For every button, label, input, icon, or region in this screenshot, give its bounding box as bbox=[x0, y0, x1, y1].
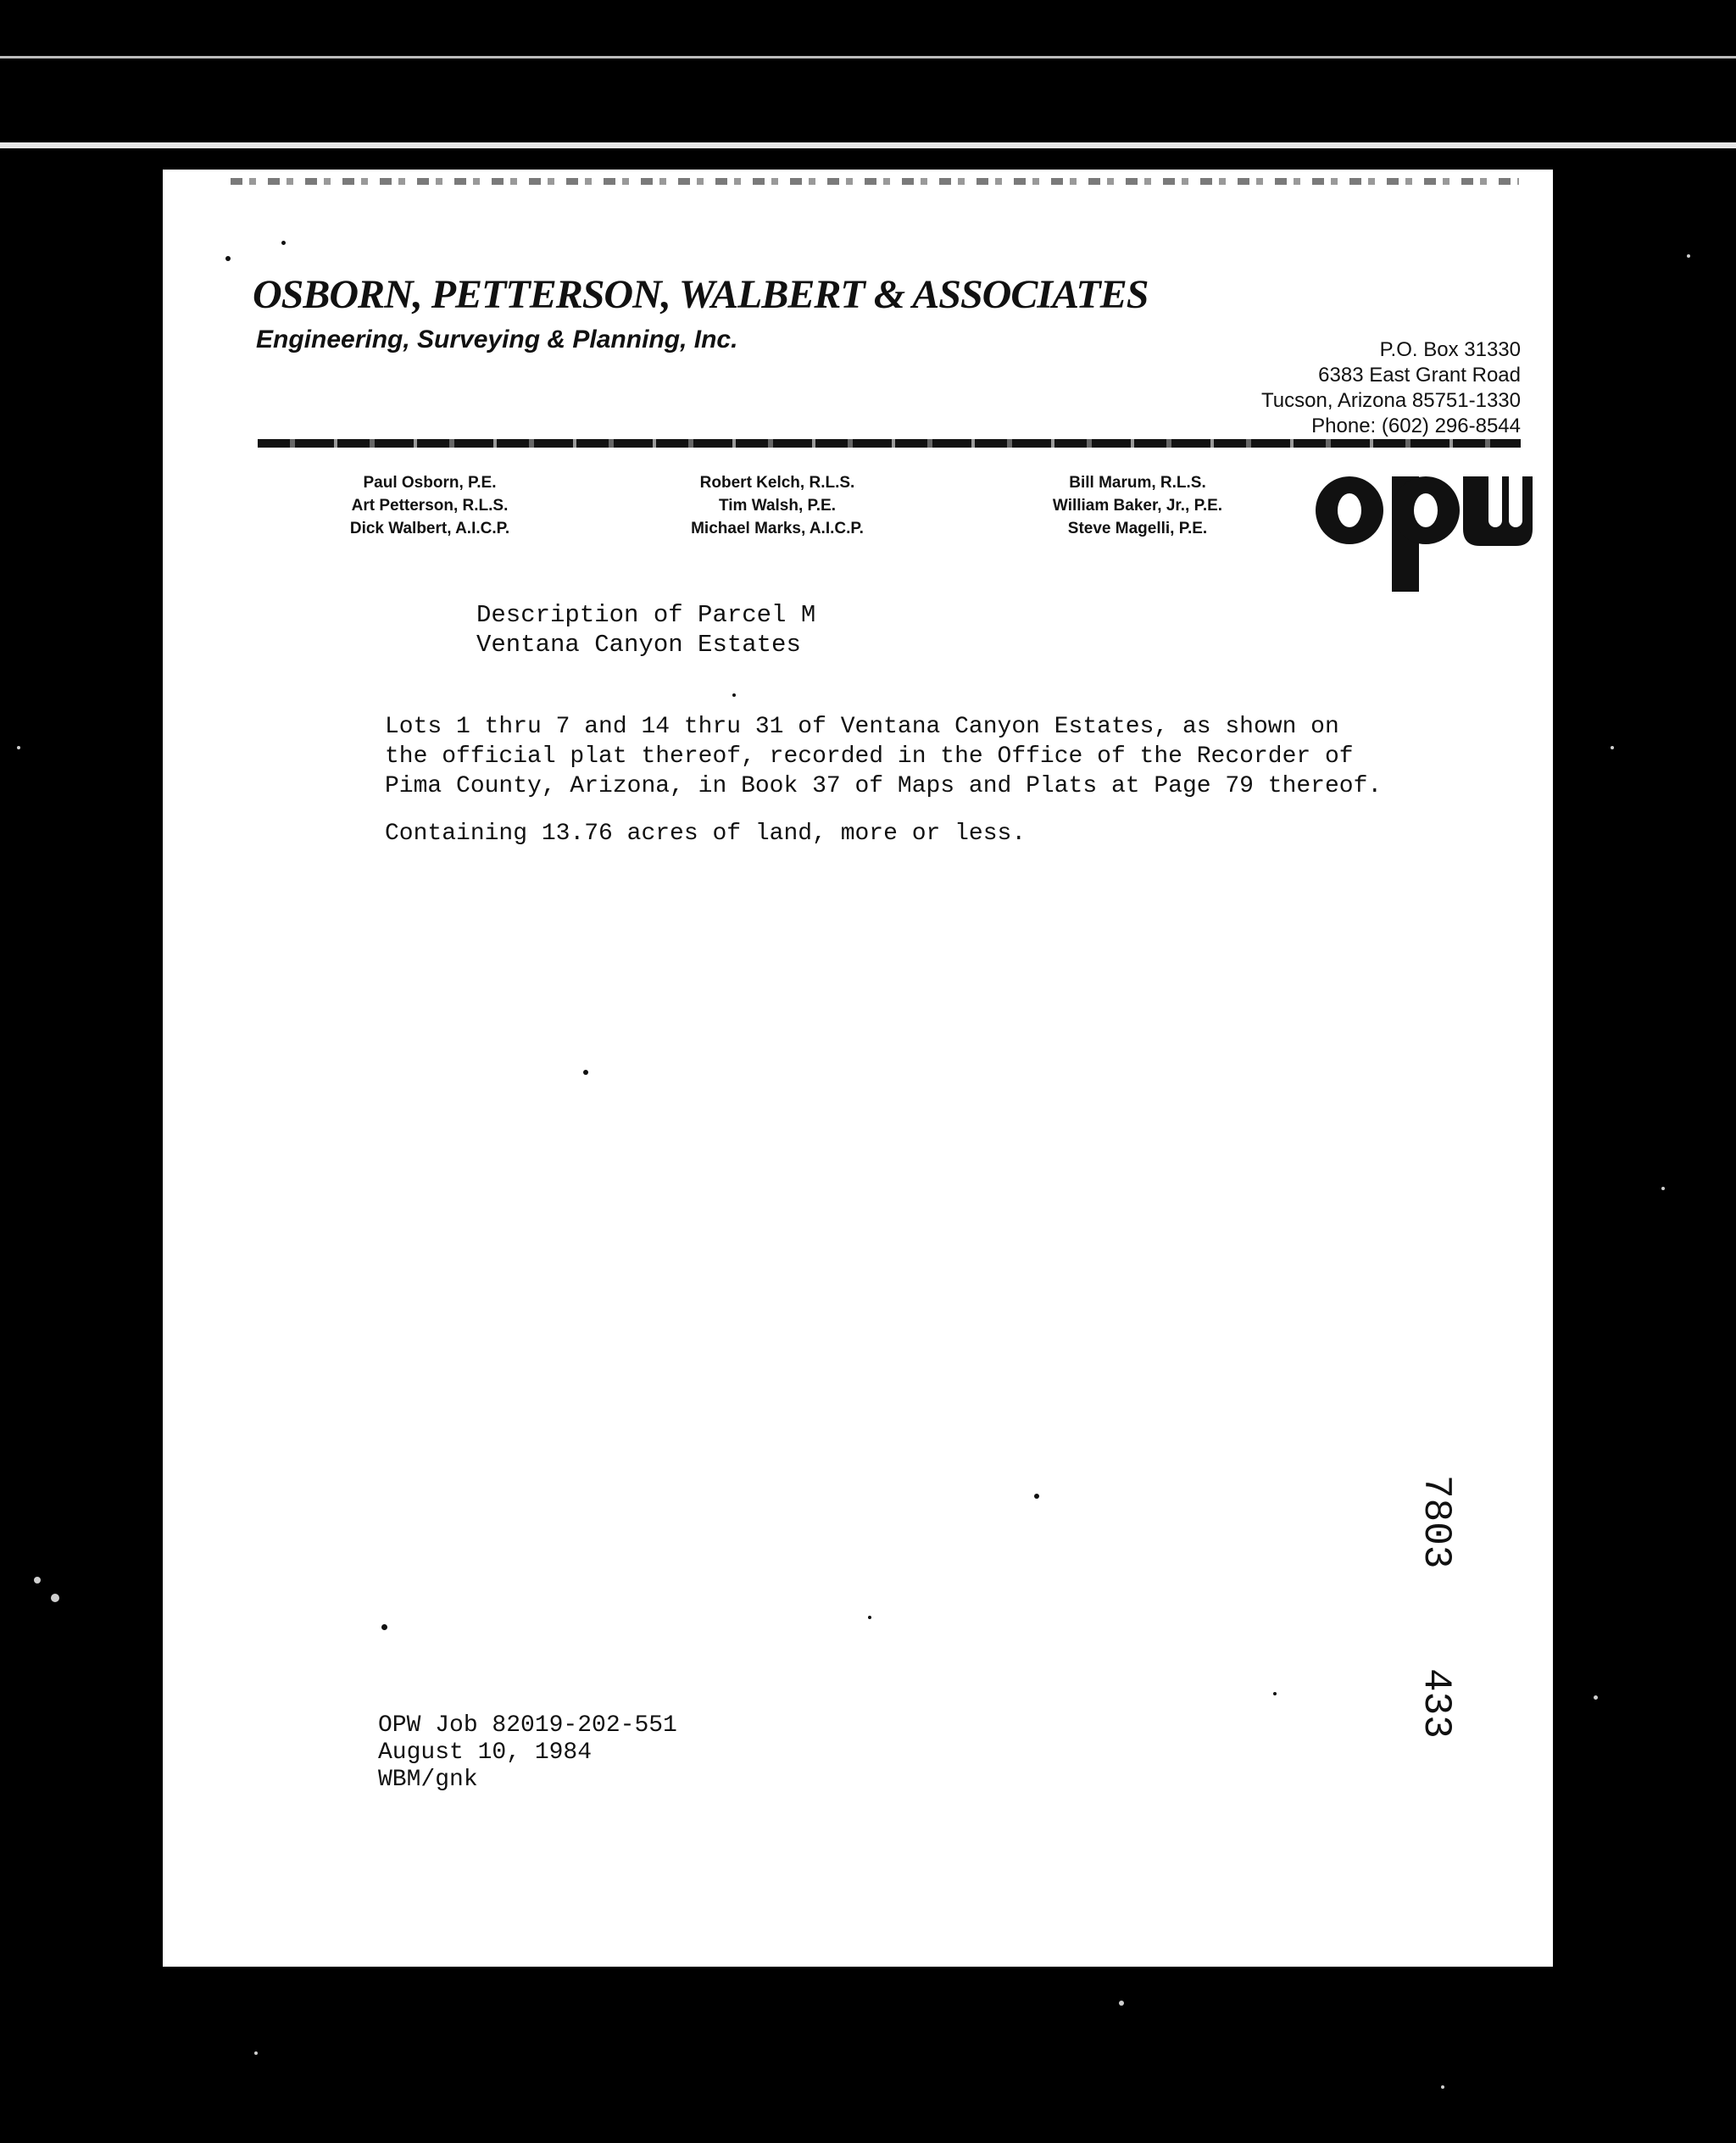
title-line: Description of Parcel M bbox=[476, 601, 816, 629]
scan-dot bbox=[1273, 1692, 1277, 1695]
scan-speck bbox=[254, 2051, 258, 2055]
staff-column-1 bbox=[290, 471, 570, 540]
scan-dot bbox=[868, 1616, 871, 1619]
title-line: Ventana Canyon Estates bbox=[476, 631, 801, 659]
firm-subtitle: Engineering, Surveying & Planning, Inc. bbox=[256, 326, 738, 353]
scan-speck bbox=[1661, 1187, 1665, 1190]
scan-dot bbox=[1034, 1494, 1039, 1499]
scan-speck bbox=[1687, 254, 1690, 258]
document-date: August 10, 1984 bbox=[378, 1739, 593, 1766]
scan-speck bbox=[17, 746, 20, 749]
description-line: Pima County, Arizona, in Book 37 of Maps and Plats at Page 79 thereof. bbox=[385, 773, 1383, 799]
opw-logo bbox=[1314, 466, 1534, 598]
document-title bbox=[163, 600, 1553, 660]
staff-name: Art Petterson, R.L.S. bbox=[351, 497, 509, 515]
description-line: Lots 1 thru 7 and 14 thru 31 of Ventana Canyon Estates, as shown on bbox=[385, 714, 1339, 740]
stamp-page-number: 433 bbox=[1414, 1668, 1458, 1739]
scan-dot bbox=[225, 256, 231, 261]
scan-smudge bbox=[231, 178, 1519, 185]
scan-speck bbox=[34, 1577, 41, 1584]
document-footer bbox=[378, 1712, 677, 1794]
acreage-statement: Containing 13.76 acres of land, more or less. bbox=[385, 821, 1027, 847]
staff-column-3 bbox=[985, 471, 1290, 540]
staff-name: Paul Osborn, P.E. bbox=[363, 474, 497, 492]
scan-speck bbox=[1441, 2085, 1444, 2089]
staff-name: Steve Magelli, P.E. bbox=[1067, 520, 1208, 537]
staff-name: Bill Marum, R.L.S. bbox=[1069, 474, 1206, 492]
scan-dot bbox=[381, 1624, 387, 1630]
legal-description bbox=[385, 712, 1382, 801]
scan-border-line-top bbox=[0, 56, 1736, 58]
firm-address bbox=[1261, 337, 1521, 439]
staff-name: William Baker, Jr., P.E. bbox=[1052, 497, 1223, 515]
job-number: OPW Job 82019-202-551 bbox=[378, 1712, 677, 1739]
scan-border-line bbox=[0, 142, 1736, 148]
firm-name: OSBORN, PETTERSON, WALBERT & ASSOCIATES bbox=[253, 272, 1149, 317]
scan-speck bbox=[51, 1594, 59, 1602]
scan-speck bbox=[1611, 746, 1614, 749]
author-initials: WBM/gnk bbox=[378, 1767, 478, 1793]
scan-speck bbox=[1119, 2001, 1124, 2006]
scan-speck bbox=[1594, 1695, 1598, 1700]
staff-column-2 bbox=[612, 471, 943, 540]
scan-dot bbox=[281, 241, 286, 245]
po-box: P.O. Box 31330 bbox=[1379, 338, 1521, 361]
phone-number: Phone: (602) 296-8544 bbox=[1311, 415, 1521, 437]
staff-name: Dick Walbert, A.I.C.P. bbox=[349, 520, 510, 537]
street-address: 6383 East Grant Road bbox=[1318, 364, 1521, 387]
letterhead-divider bbox=[258, 439, 1521, 448]
stamp-book-number: 7803 bbox=[1414, 1475, 1458, 1569]
staff-name: Michael Marks, A.I.C.P. bbox=[691, 520, 864, 537]
description-line: the official plat thereof, recorded in the Office of the Recorder of bbox=[385, 743, 1354, 770]
letter-page bbox=[163, 170, 1553, 1967]
staff-name: Robert Kelch, R.L.S. bbox=[699, 474, 855, 492]
scan-dot bbox=[732, 693, 736, 697]
recording-stamp bbox=[1407, 1475, 1458, 1739]
city-state-zip: Tucson, Arizona 85751-1330 bbox=[1261, 389, 1521, 412]
scan-dot bbox=[583, 1070, 588, 1075]
staff-name: Tim Walsh, P.E. bbox=[719, 497, 836, 515]
